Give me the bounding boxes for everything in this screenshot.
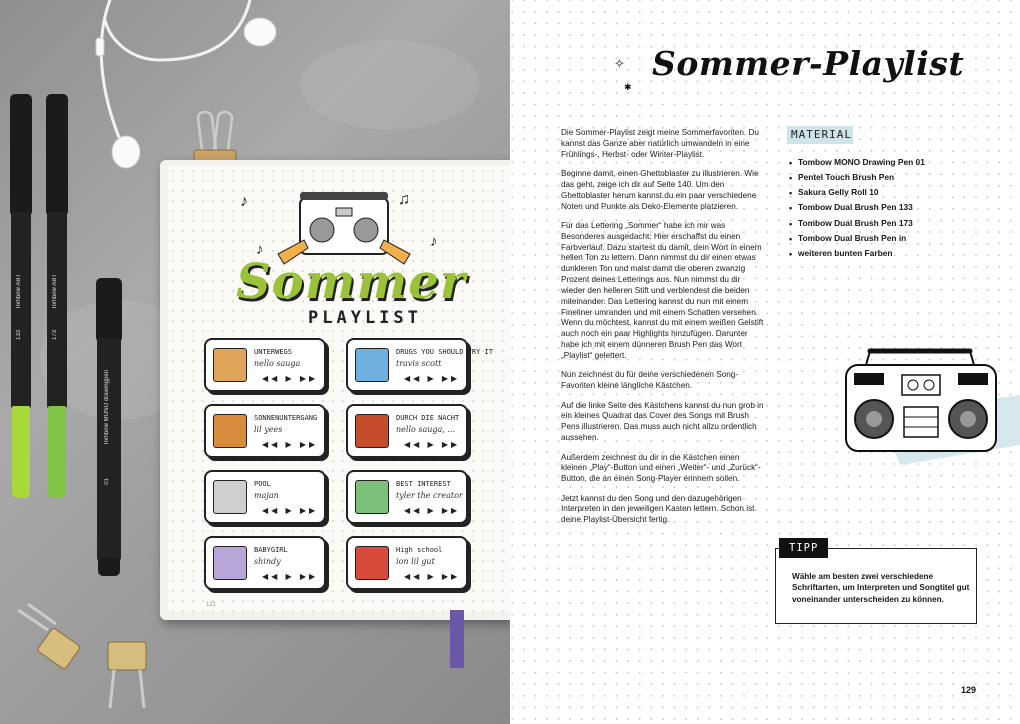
material-item: • Tombow MONO Drawing Pen 01 — [789, 155, 989, 170]
sparkle-icon: ✧ — [614, 56, 625, 71]
brush-pen-133 — [10, 94, 32, 498]
paragraph: Auf die linke Seite des Kästchens kannst du nun grob in ein kleines Quadrat das Cover des Songs mit Brush Pens illustrieren. Das muss auch nicht allzu ordentlich aussehen. — [561, 400, 764, 443]
svg-text:♫: ♫ — [398, 191, 410, 208]
song-title: BABYGIRL — [254, 546, 288, 554]
song-title: UNTERWEGS — [254, 348, 292, 356]
paragraph: Jetzt kannst du den Song und den dazugehörigen Interpreten in den jeweiligen Kasten lettern. Schon ist deine Playlist-Übersicht fertig. — [561, 493, 755, 525]
stone-texture — [300, 40, 480, 130]
player-controls-icon: ◀◀ ▶ ▶▶ — [404, 506, 461, 515]
pen-number: 173 — [52, 330, 58, 341]
material-item-continued: • weiteren bunten Farben — [789, 246, 989, 261]
material-item: • Pentel Touch Brush Pen — [789, 170, 989, 185]
material-heading: MATERIAL — [791, 128, 852, 141]
page-title: Sommer-Playlist — [652, 44, 965, 83]
player-controls-icon: ◀◀ ▶ ▶▶ — [262, 440, 319, 449]
player-controls-icon: ◀◀ ▶ ▶▶ — [262, 572, 319, 581]
paragraph: Die Sommer-Playlist zeigt meine Sommerfavoriten. Du kannst das Ganze aber natürlich umwandeln in eine Frühlings-, Herbst- oder Winter-Playlist. — [561, 128, 759, 159]
pen-number: 133 — [16, 330, 22, 341]
song-cover — [213, 546, 247, 580]
song-card — [204, 470, 326, 524]
song-title: DRUGS YOU SHOULD TRY IT — [396, 348, 493, 356]
song-title: POOL — [254, 480, 271, 488]
song-title: BEST INTEREST — [396, 480, 451, 488]
player-controls-icon: ◀◀ ▶ ▶▶ — [262, 374, 319, 383]
ghettoblaster-icon — [840, 335, 1020, 475]
song-cover — [213, 348, 247, 382]
tip-label: TIPP — [779, 538, 828, 558]
binder-clip-icon — [8, 600, 88, 680]
song-artist: tyler the creator — [396, 491, 463, 500]
pen-label: Tombow MONO drawingpen — [104, 370, 110, 446]
song-artist: lil yees — [254, 425, 283, 434]
player-controls-icon: ◀◀ ▶ ▶▶ — [262, 506, 319, 515]
song-cover — [355, 546, 389, 580]
player-controls-icon: ◀◀ ▶ ▶▶ — [404, 440, 461, 449]
song-artist: shindy — [254, 557, 281, 566]
pen-label: Tombow ABT — [52, 274, 58, 310]
song-card — [204, 338, 326, 392]
song-card — [346, 536, 468, 590]
paragraph: Nun zeichnest du für deine verschiedenen Song-Favoriten kleine längliche Kästchen. — [561, 370, 739, 391]
svg-text:♪: ♪ — [430, 233, 438, 250]
song-card — [346, 404, 468, 458]
binder-clip-icon — [98, 630, 158, 720]
song-artist: travis scott — [396, 359, 442, 368]
song-cover — [355, 348, 389, 382]
brush-pen-173 — [46, 94, 68, 498]
song-title: High school — [396, 546, 443, 554]
instructions-text — [561, 128, 766, 535]
bullet-journal — [160, 160, 512, 620]
song-card — [204, 404, 326, 458]
song-title: DURCH DIE NACHT — [396, 414, 460, 422]
material-list — [789, 155, 989, 261]
song-artist: nello sauga — [254, 359, 301, 368]
material-item: • Sakura Gelly Roll 10 — [789, 185, 989, 200]
fineliner-pen — [96, 278, 122, 576]
song-cover — [213, 414, 247, 448]
journal-page-number: 121 — [206, 602, 217, 608]
song-card — [346, 338, 493, 392]
bookmark-ribbon — [450, 610, 464, 668]
song-artist: ion lil gut — [396, 557, 435, 566]
page-number: 129 — [961, 685, 977, 695]
paragraph: Für das Lettering „Sommer“ habe ich mir was Besonderes ausgedacht: Hier erschaffst du einen Farbverlauf. Dazu startest du damit, dein Wort in einem hellen Ton zu lettern. Dann nimmst du dir einen etwas dunkleren Ton und malst damit die oberen zwanzig Prozent deines Letterings aus. Nun nimmst du dir wieder den helleren Stift und verblendest die beiden miteinander. Das Lettering kannst du nun mit einem Fineliner umranden und mit einem Schatten versehen. Wenn du möchtest, kannst du mit einem weißen Gelstift auch noch ein paar Highlights hinzufügen. Darunter habe ich mit einem dünneren Brush Pen das Wort „Playlist“ gelettert. — [561, 220, 764, 360]
song-card — [346, 470, 468, 524]
song-cover — [355, 480, 389, 514]
paragraph: Außerdem zeichnest du dir in die Kästchen einen kleinen „Play“-Button und einen „Weiter“- und „Zurück“- Button, die an einen Song-Player erinnern sollen. — [561, 452, 761, 484]
song-cover — [213, 480, 247, 514]
paragraph: Beginne damit, einen Ghettoblaster zu illustrieren. Wie das geht, zeige ich dir auf Seite 140. Um den Ghettoblaster herum kannst du ein paar verschiedene Noten und Punkte als Deko-Elemente platzieren. — [561, 169, 759, 211]
material-item: • Tombow Dual Brush Pen in — [789, 231, 989, 246]
playlist-lettering: PLAYLIST — [308, 308, 422, 328]
pen-label: Tombow ABT — [16, 274, 22, 310]
svg-text:♪: ♪ — [240, 193, 248, 210]
sommer-lettering: Sommer — [236, 254, 467, 310]
song-artist: nello sauga, ... — [396, 425, 455, 434]
material-item: • Tombow Dual Brush Pen 173 — [789, 216, 989, 231]
material-item: • Tombow Dual Brush Pen 133 — [789, 200, 989, 215]
song-card — [204, 536, 326, 590]
sparkle-icon: ✱ — [624, 82, 632, 92]
player-controls-icon: ◀◀ ▶ ▶▶ — [404, 572, 461, 581]
journal-page — [168, 166, 512, 612]
tip-text: Wähle am besten zwei verschiedene Schriftarten, um Interpreten und Songtitel gut voneinander unterscheiden zu können. — [792, 572, 970, 604]
svg-text:♪: ♪ — [256, 241, 264, 258]
text-page — [510, 0, 1020, 724]
song-cover — [355, 414, 389, 448]
song-artist: majan — [254, 491, 279, 500]
song-title: SONNENUNTERGANG — [254, 414, 318, 422]
pen-number: 01 — [104, 478, 110, 485]
player-controls-icon: ◀◀ ▶ ▶▶ — [404, 374, 461, 383]
